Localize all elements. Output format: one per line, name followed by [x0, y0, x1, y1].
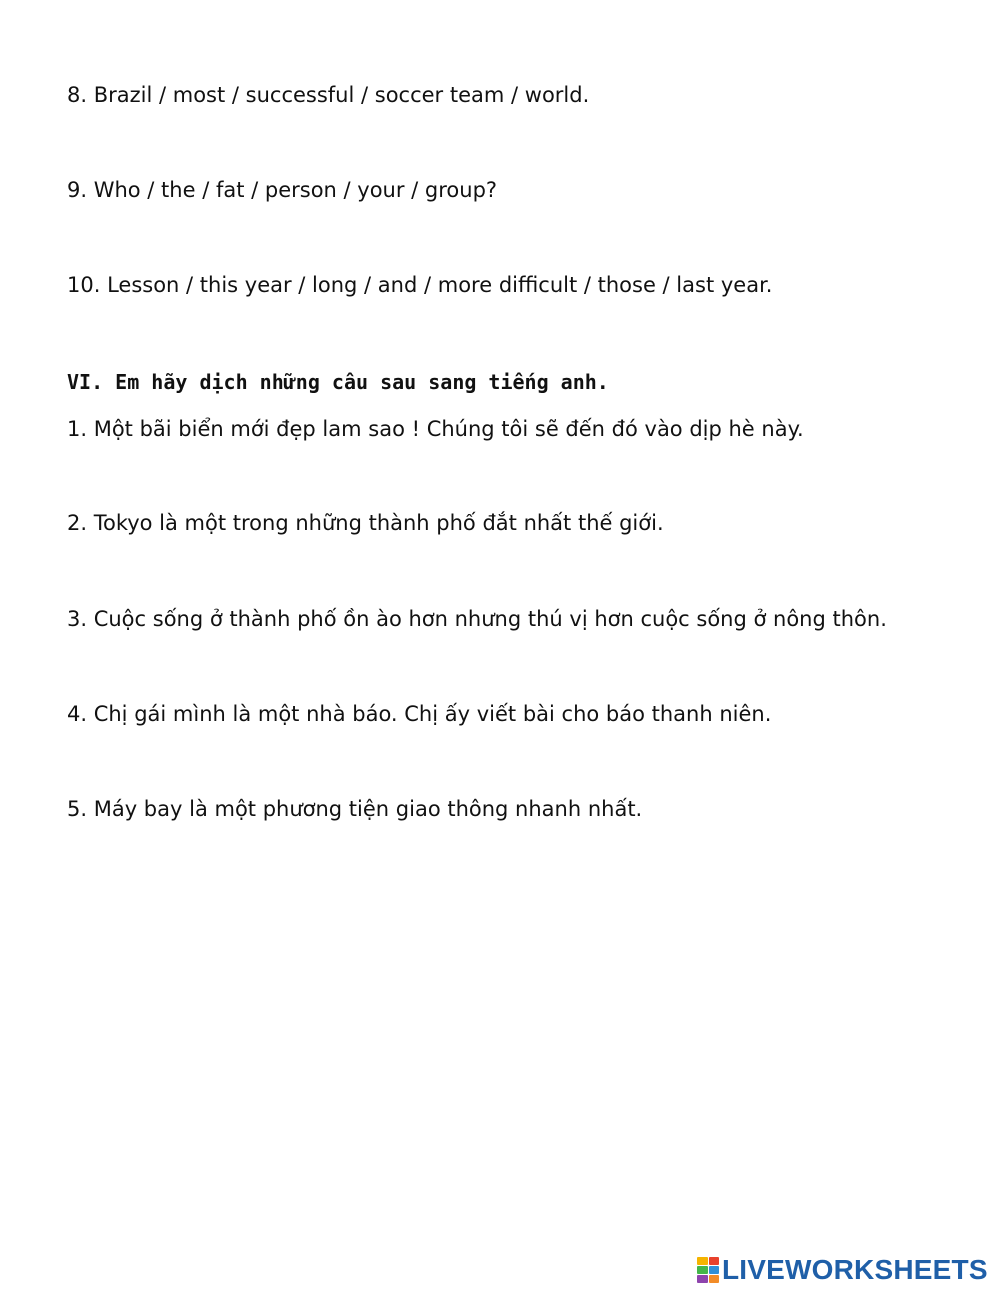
logo-text: LIVEWORKSHEETS: [722, 1254, 988, 1285]
sentence-9: 9. Who / the / fat / person / your / group?: [67, 178, 498, 202]
translation-item-4: 4. Chị gái mình là một nhà báo. Chị ấy viết bài cho báo thanh niên.: [67, 702, 772, 726]
translation-item-2: 2. Tokyo là một trong những thành phố đắt nhất thế giới.: [67, 511, 664, 535]
sentence-8: 8. Brazil / most / successful / soccer team / world.: [67, 83, 590, 107]
sentence-10: 10. Lesson / this year / long / and / more difficult / those / last year.: [67, 273, 773, 297]
translation-item-1: 1. Một bãi biển mới đẹp lam sao ! Chúng tôi sẽ đến đó vào dịp hè này.: [67, 417, 804, 441]
liveworksheets-logo-icon: [697, 1257, 719, 1283]
translation-item-3: 3. Cuộc sống ở thành phố ồn ào hơn nhưng thú vị hơn cuộc sống ở nông thôn.: [67, 607, 887, 631]
section-vi-heading: VI. Em hãy dịch những câu sau sang tiếng anh.: [67, 370, 609, 394]
translation-item-5: 5. Máy bay là một phương tiện giao thông nhanh nhất.: [67, 797, 643, 821]
liveworksheets-logo: [697, 1255, 988, 1285]
